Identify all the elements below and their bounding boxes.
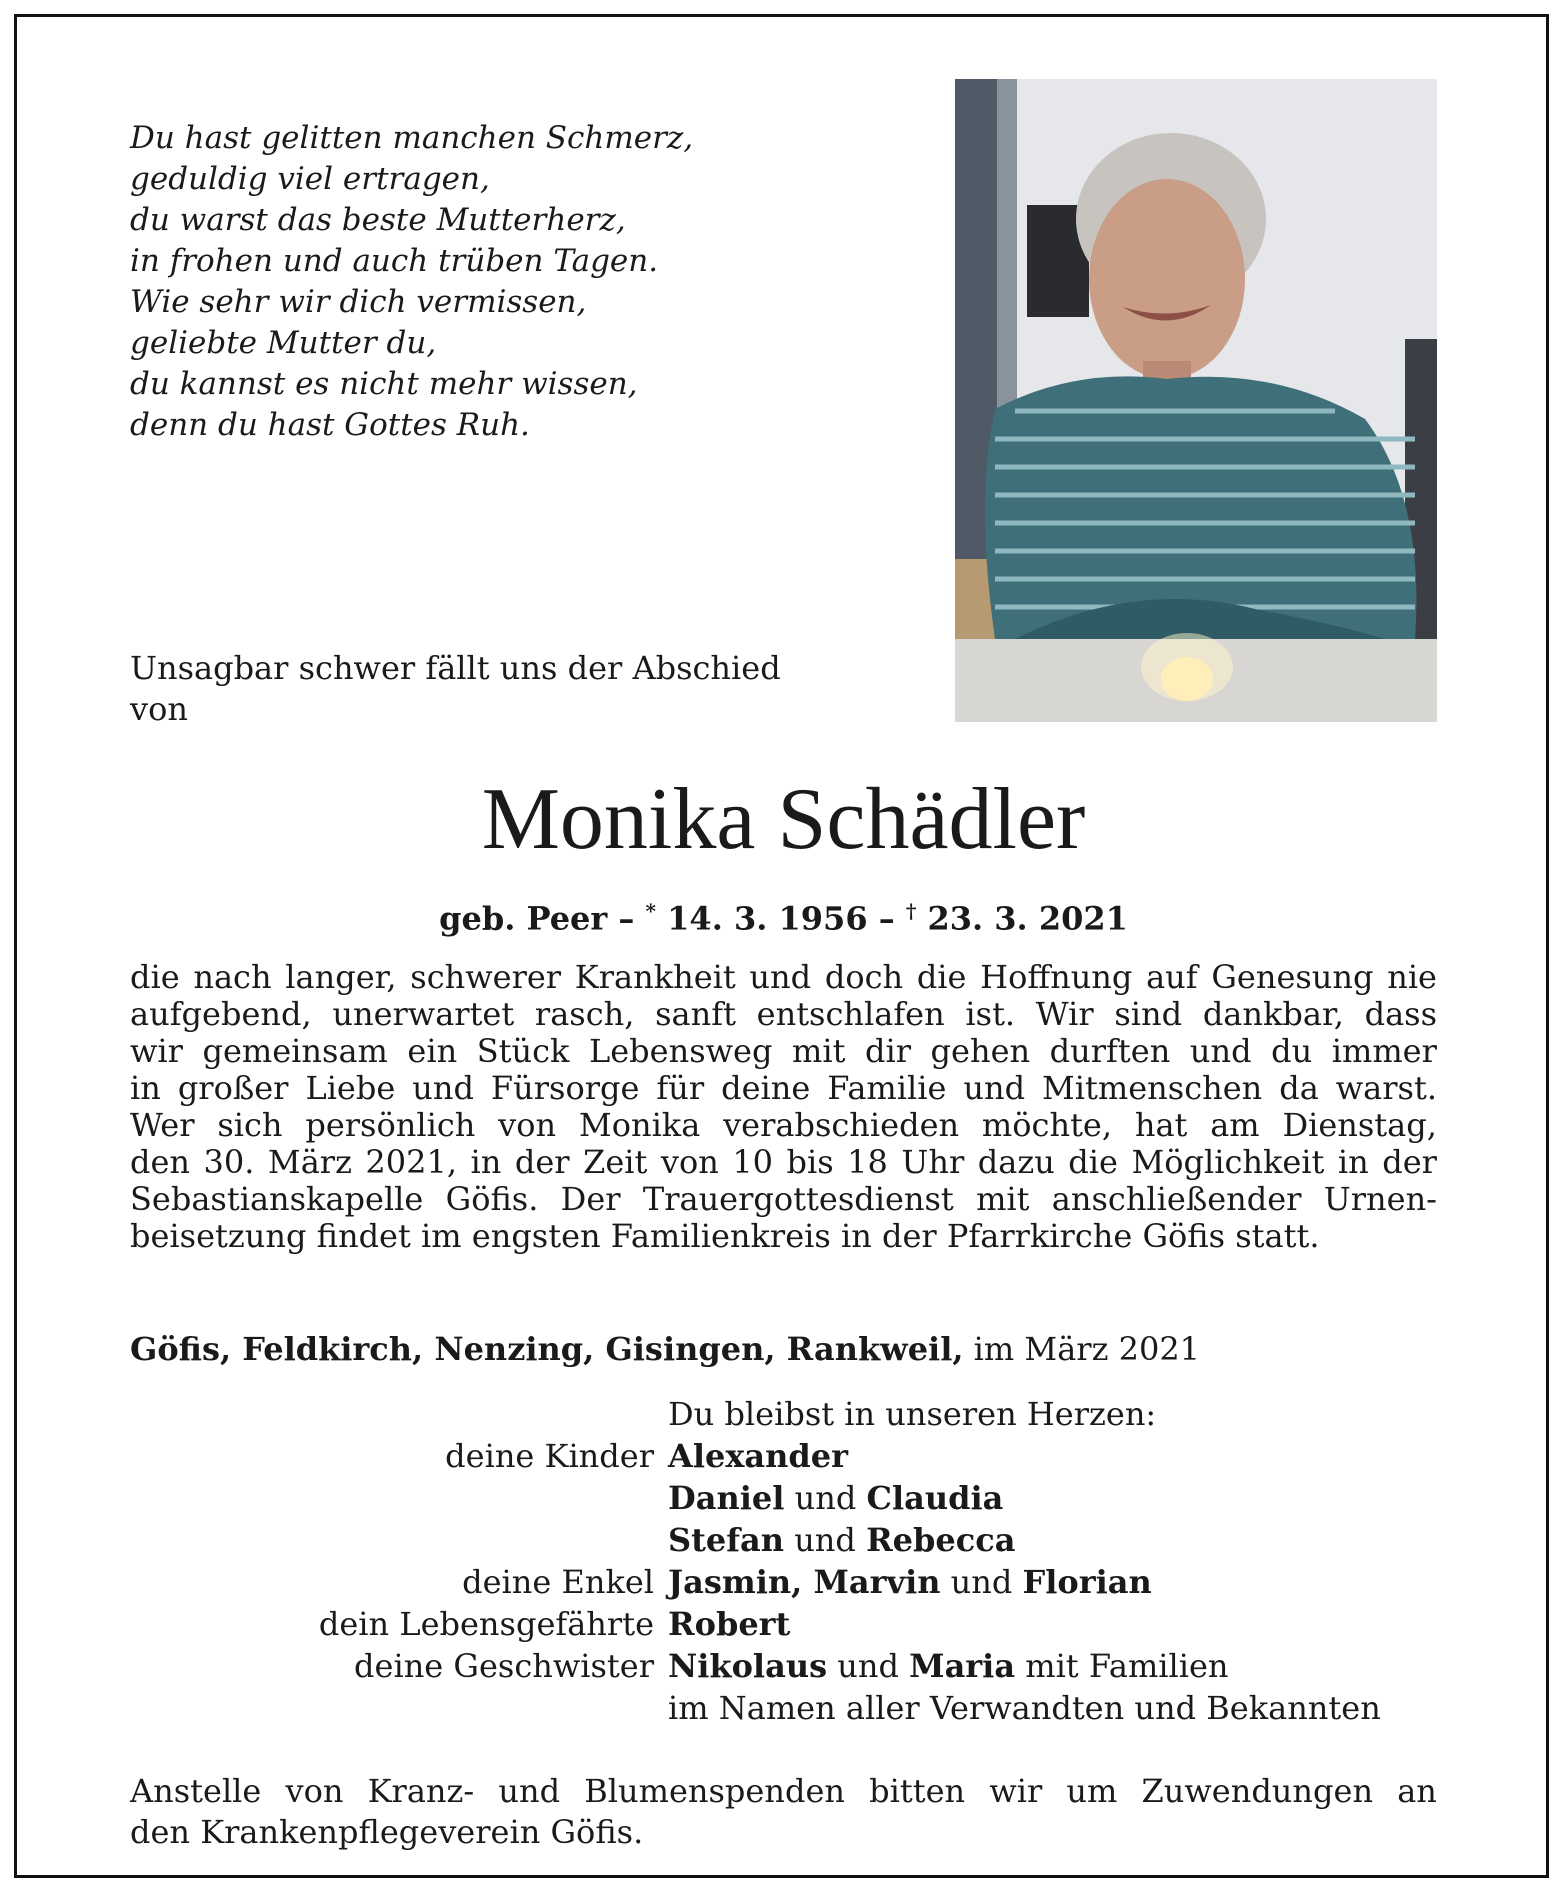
all-relatives-line: im Namen aller Verwandten und Bekannten	[668, 1689, 1381, 1727]
word: Zuwendungen	[1141, 1772, 1374, 1810]
word: März	[267, 1143, 352, 1181]
body-line	[130, 1107, 1437, 1144]
intro-line: von	[130, 690, 188, 728]
partner-name: Robert	[668, 1605, 791, 1643]
word: langer,	[285, 958, 397, 996]
intro-line: Unsagbar schwer fällt uns der Abschied	[130, 649, 781, 687]
poem-line: Wie sehr wir dich vermissen,	[130, 284, 587, 320]
word: Anstelle	[130, 1772, 262, 1810]
body-line	[130, 1181, 1437, 1218]
grandchild-name: Florian	[1022, 1563, 1152, 1601]
word: 18	[847, 1143, 888, 1181]
word: Familie	[827, 1069, 947, 1107]
word: dir	[864, 1032, 911, 1070]
word: entschlafen	[756, 995, 945, 1033]
word: durften	[1049, 1032, 1171, 1070]
died-mark: †	[905, 899, 917, 923]
word: bis	[786, 1143, 834, 1181]
word: Mitmenschen	[1042, 1069, 1263, 1107]
word: deine	[721, 1069, 811, 1107]
word: und	[1189, 1032, 1252, 1070]
word: Trauergottesdienst	[642, 1180, 954, 1218]
word: um	[1066, 1772, 1118, 1810]
word: in	[1337, 1143, 1369, 1181]
word: und	[412, 1069, 474, 1107]
word: anschließender	[1051, 1180, 1302, 1218]
conjunction: und	[950, 1563, 1013, 1601]
word: sich	[217, 1106, 283, 1144]
child-name: Daniel	[668, 1479, 785, 1517]
body-line	[130, 996, 1437, 1033]
word: aufgebend,	[130, 995, 312, 1033]
word: Wir	[1035, 995, 1094, 1033]
child-name: Stefan	[668, 1521, 785, 1559]
word: Zeit	[583, 1143, 648, 1181]
word: mit	[976, 1180, 1030, 1218]
word: verabschieden	[723, 1106, 960, 1144]
word: mit	[791, 1032, 846, 1070]
places-date: im März 2021	[973, 1330, 1201, 1368]
word: Der	[560, 1180, 621, 1218]
word: unerwartet	[332, 995, 515, 1033]
word: Hoffnung	[980, 958, 1133, 996]
birth-date: 14. 3. 1956	[667, 899, 868, 938]
children-label: deine Kinder	[445, 1437, 654, 1475]
word: und	[749, 958, 812, 996]
word: Uhr	[901, 1143, 965, 1181]
mourners-heading: Du bleibst in unseren Herzen:	[668, 1395, 1157, 1433]
word: Wer	[130, 1106, 195, 1144]
word: Sebastianskapelle	[130, 1180, 424, 1218]
word: in	[470, 1143, 502, 1181]
word: an	[1397, 1772, 1437, 1810]
places-and-date	[130, 1329, 1200, 1369]
word: Krankheit	[574, 958, 736, 996]
word: und	[963, 1069, 1026, 1107]
word: nie	[1387, 958, 1437, 996]
word: die	[916, 958, 967, 996]
word: von	[498, 1106, 557, 1144]
word: dazu	[977, 1143, 1055, 1181]
word: möchte,	[981, 1106, 1113, 1144]
poem-line: Du hast gelitten manchen Schmerz,	[130, 120, 694, 156]
word: Dienstag,	[1282, 1106, 1437, 1144]
word: der	[514, 1143, 570, 1181]
word: Göfis.	[445, 1180, 539, 1218]
body-line	[130, 959, 1437, 996]
word: die	[130, 958, 180, 996]
word: großer	[177, 1069, 289, 1107]
life-dates: geb. Peer – * 14. 3. 1956 – † 23. 3. 2021	[439, 899, 1128, 938]
child-partner-name: Claudia	[866, 1479, 1004, 1517]
word: immer	[1331, 1032, 1437, 1070]
word: Blumenspenden	[584, 1772, 845, 1810]
born-mark: *	[645, 899, 657, 923]
word: Monika	[578, 1106, 701, 1144]
poem-line: geduldig viel ertragen,	[130, 161, 490, 197]
deceased-name: Monika Schädler	[481, 771, 1086, 868]
word: auf	[1146, 958, 1198, 996]
places-towns: Göfis, Feldkirch, Nenzing, Gisingen, Rankweil,	[130, 1330, 964, 1368]
word: von	[285, 1772, 344, 1810]
body-line: beisetzung findet im engsten Familienkreis in der Pfarrkirche Göfis statt.	[130, 1217, 1320, 1255]
grandchildren-names: Jasmin, Marvin	[668, 1563, 941, 1601]
poem	[130, 118, 890, 446]
word: wir	[989, 1772, 1043, 1810]
sibling-name: Nikolaus	[668, 1647, 828, 1685]
conjunction: und	[794, 1521, 856, 1559]
word: und	[498, 1772, 561, 1810]
word: du	[1271, 1032, 1313, 1070]
siblings-suffix: mit Familien	[1025, 1647, 1229, 1685]
word: Kranz-	[367, 1772, 475, 1810]
child-partner-name: Rebecca	[866, 1521, 1016, 1559]
word: gehen	[930, 1032, 1031, 1070]
word: der	[1382, 1143, 1437, 1181]
word: die	[1068, 1143, 1118, 1181]
word: gemeinsam	[202, 1032, 388, 1070]
word: bitten	[869, 1772, 966, 1810]
obituary-text	[130, 959, 1437, 1255]
conjunction: und	[837, 1647, 899, 1685]
word: Stück	[476, 1032, 570, 1070]
portrait-photo	[955, 79, 1437, 722]
siblings-label: deine Geschwister	[354, 1647, 654, 1685]
word: 30.	[203, 1143, 255, 1181]
word: ein	[407, 1032, 458, 1070]
body-line	[130, 1033, 1437, 1070]
word: schwerer	[410, 958, 562, 996]
word: Urnen-	[1323, 1180, 1437, 1218]
death-date: 23. 3. 2021	[927, 899, 1128, 938]
body-line	[130, 1070, 1437, 1107]
body-line	[130, 1144, 1437, 1181]
word: Lebensweg	[588, 1032, 773, 1070]
poem-line: du kannst es nicht mehr wissen,	[130, 366, 638, 402]
word: wir	[130, 1032, 183, 1070]
sibling-name: Maria	[909, 1647, 1016, 1685]
word: den	[130, 1143, 191, 1181]
word: sanft	[655, 995, 736, 1033]
word: am	[1210, 1106, 1260, 1144]
word: Genesung	[1211, 958, 1374, 996]
grandchildren-label: deine Enkel	[462, 1563, 654, 1601]
donation-note	[130, 1771, 1437, 1853]
word: warst.	[1335, 1069, 1437, 1107]
word: rasch,	[534, 995, 635, 1033]
word: von	[660, 1143, 719, 1181]
conjunction: und	[794, 1479, 857, 1517]
partner-label: dein Lebensgefährte	[318, 1605, 654, 1643]
word: 2021,	[365, 1143, 458, 1181]
word: Liebe	[305, 1069, 396, 1107]
poem-line: du warst das beste Mutterherz,	[130, 202, 626, 238]
closing-line: den Krankenpflegeverein Göfis.	[130, 1813, 644, 1851]
poem-line: denn du hast Gottes Ruh.	[130, 407, 530, 443]
intro-text	[130, 648, 781, 730]
poem-line: geliebte Mutter du,	[130, 325, 437, 361]
word: dass	[1364, 995, 1437, 1033]
word: 10	[732, 1143, 774, 1181]
word: Möglichkeit	[1131, 1143, 1325, 1181]
word: da	[1279, 1069, 1319, 1107]
word: nach	[193, 958, 272, 996]
closing-line	[130, 1771, 1437, 1812]
mourners-list	[130, 1393, 1437, 1729]
birth-name: geb. Peer	[439, 899, 608, 938]
word: persönlich	[305, 1106, 476, 1144]
word: ist.	[965, 995, 1016, 1033]
word: dankbar,	[1202, 995, 1344, 1033]
word: Fürsorge	[490, 1069, 640, 1107]
child-name: Alexander	[668, 1437, 849, 1475]
poem-line: in frohen und auch trüben Tagen.	[130, 243, 659, 279]
word: in	[130, 1069, 161, 1107]
word: für	[656, 1069, 705, 1107]
word: doch	[824, 958, 904, 996]
word: sind	[1114, 995, 1183, 1033]
word: hat	[1134, 1106, 1188, 1144]
